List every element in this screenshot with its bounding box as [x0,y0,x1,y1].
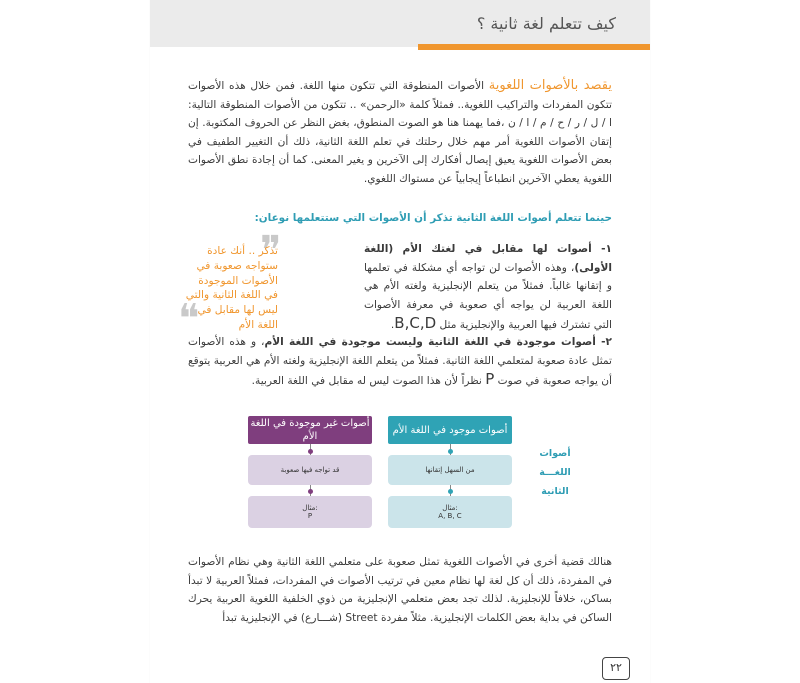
native-easy-cell [388,455,512,485]
native-easy-text: من السهل إتقانها [425,466,475,474]
point-two-title: ٢- أصوات موجودة في اللغة الثانية وليست موجودة في اللغة الأم [264,336,612,348]
point-one-example: B,C,D [394,314,437,333]
foreign-example-label: مثال: [302,504,318,512]
page-number: ٢٢ [602,657,630,680]
column-native-header: أصوات موجود في اللغة الأم [388,416,512,444]
closing-end: (شـــارع) في الإنجليزية تبدأ [222,611,346,624]
connector-dot-b1 [308,449,313,454]
native-example-cell [388,496,512,528]
native-example-value: A, B, C [438,512,462,520]
side-label-line1: أصوات [539,448,571,459]
intro-paragraph [188,77,612,189]
point-one-paragraph [364,240,612,335]
intro-text: الأصوات المنطوقة التي تتكون منها اللغة. فمن خلال هذه الأصوات تتكون المفردات والتراكيب اللغوية.. فمثلاً كلمة «الرحمن» .. تتكون من الأصوات المنطوقة التالية: ا / ل / ر / ح / م / ا / ن ،فما يهمنا هنا هو الصوت المنطوق، بغض النظر عن الحروف المكتوبة. إن إتقان الأصوات اللغوية أمر مهم خلال رحلتك في تعلم اللغة الثانية، ذلك أن التغيير الطفيف في بعض الأصوات اللغوية يعيق إيصال أفكارك إلى الآخرين و يغير المعنى. كما أن إجادة نطق الأصوات اللغوية يعطي الآخرين انطباعاً إيجابياً عن مستواك اللغوي. [188,80,612,185]
connector-dot-b2 [308,489,313,494]
diagram-side-label [534,444,576,501]
point-two-example: P [485,370,495,389]
point-two-text: ، و هذه الأصوات تمثل عادة صعوبة لمتعلمي اللغة الثانية. فمثلاً من يتعلم اللغة الإنجليزية ولغته الأم هي العربية يتوقع أن يواجه صعوبة في صوت [188,336,612,388]
intro-lead: يقصد بالأصوات اللغوية [488,78,613,93]
closing-text: هنالك قضية أخرى في الأصوات اللغوية تمثل صعوبة على متعلمي اللغة الثانية وهي نظام الأصوات في المفردة، ذلك أن كل لغة لها نظام معين في ترتيب الأصوات في المفردات، فمثلاً العربية لا تبدأ بساكن، خلافاً للإنجليزية. لذلك تجد بعض متعلمي الإنجليزية من ذوي الخلفية اللغوية العربية يحرك الساكن في بداية بعض الكلمات الإنجليزية. مثلاً مفردة [188,556,612,624]
foreign-example-cell [248,496,372,528]
side-label-line2: اللغـــة [539,467,571,478]
section-subheading: حينما تتعلم أصوات اللغة الثانية تذكر أن الأصوات التي ستتعلمها نوعان: [254,212,612,224]
quote-open-mark: ❞ [260,228,282,274]
foreign-example-value: P [307,512,313,520]
connector-dot-a2 [448,489,453,494]
sounds-diagram [150,412,650,537]
chapter-header [150,0,650,47]
point-one-title: ١- أصوات لها مقابل في لغتك الأم (اللغة الأولى) [364,243,612,274]
connector-dot-a1 [448,449,453,454]
foreign-hard-text: قد تواجه فيها صعوبة [280,466,340,474]
column-foreign-header: أصوات غير موجودة في اللغة الأم [248,416,372,444]
pull-quote: تذكر .. أنك عادة ستواجه صعوبة في الأصوات الموجودة في اللغة الثانية والتي ليس لها مقابل في اللغة الأم [185,245,278,331]
header-accent-bar [418,44,650,50]
closing-example: Street [345,611,378,624]
foreign-hard-cell [248,455,372,485]
side-label-line3: الثانية [541,486,569,497]
point-two-paragraph [188,333,612,391]
closing-paragraph [188,553,612,627]
point-two-end: نظراً لأن هذا الصوت ليس له مقابل في اللغة العربية. [251,375,486,388]
quote-close-mark: ❝ [178,296,200,342]
chapter-title: كيف تتعلم لغة ثانية ؟ [476,14,616,33]
point-one-text: ، وهذه الأصوات لن تواجه أي مشكلة في تعلمها و إتقانها غالباً. فمثلاً من يتعلم الإنجليزية ولغته الأم هي اللغة العربية لن يواجه أي صعوبة في معرفة الأصوات التي تشترك فيها العربية والإنجليزية مثل [364,261,612,332]
point-one-end: . [390,319,395,332]
book-page [150,0,650,683]
native-example-label: مثال: [442,504,458,512]
